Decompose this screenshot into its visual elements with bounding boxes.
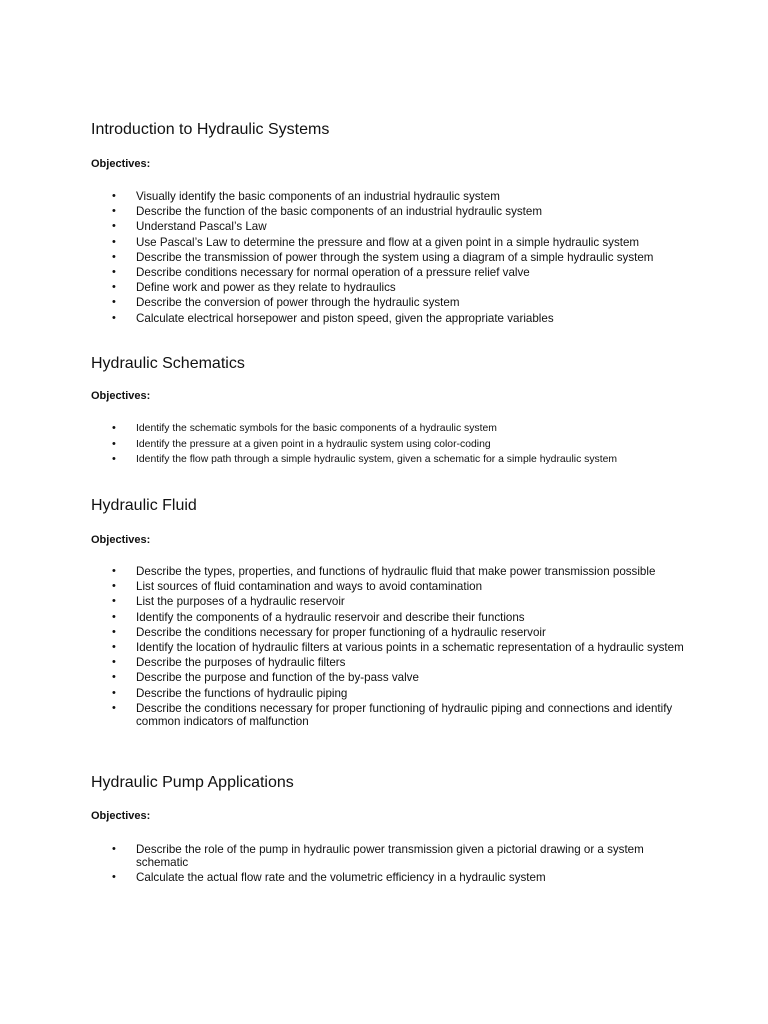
objectives-list (91, 565, 691, 728)
list-item (91, 205, 691, 218)
list-item (91, 438, 691, 451)
list-item-text: Define work and power as they relate to hydraulics (136, 281, 396, 295)
list-item (91, 220, 691, 233)
list-item-text: Describe the conditions necessary for proper functioning of a hydraulic reservoir (136, 625, 546, 639)
list-item-text: Visually identify the basic components of an industrial hydraulic system (136, 190, 500, 203)
bullet-icon: • (112, 265, 116, 278)
objectives-list (91, 190, 691, 325)
list-item (91, 626, 691, 639)
list-item-text: Identify the pressure at a given point in a hydraulic system using color-coding (136, 438, 491, 450)
section-heading: Hydraulic Fluid (91, 497, 197, 514)
list-item-text: Describe the function of the basic components of an industrial hydraulic system (136, 205, 542, 219)
section-heading: Hydraulic Pump Applications (91, 774, 294, 791)
list-item (91, 281, 691, 294)
bullet-icon: • (112, 235, 116, 248)
list-item-text: Describe the types, properties, and functions of hydraulic fluid that make power transmission possible (136, 565, 656, 578)
list-item (91, 595, 691, 608)
list-item (91, 611, 691, 624)
list-item (91, 422, 691, 435)
objectives-label: Objectives: (91, 534, 151, 546)
list-item (91, 236, 691, 249)
bullet-icon: • (112, 701, 116, 714)
list-item (91, 251, 691, 264)
list-item-text: Calculate the actual flow rate and the volumetric efficiency in a hydraulic system (136, 871, 546, 885)
list-item-text: Identify the schematic symbols for the basic components of a hydraulic system (136, 423, 497, 434)
list-item-text: Describe the transmission of power through the system using a diagram of a simple hydraulic system (136, 250, 654, 264)
list-item-text: Calculate electrical horsepower and piston speed, given the appropriate variables (136, 311, 554, 325)
bullet-icon: • (112, 296, 116, 309)
section-introduction (91, 120, 691, 327)
bullet-icon: • (112, 311, 116, 324)
objectives-list (91, 422, 691, 466)
bullet-icon: • (112, 437, 116, 450)
list-item-text: Describe the conversion of power through the hydraulic system (136, 296, 460, 310)
list-item-text: Use Pascal’s Law to determine the pressure and flow at a given point in a simple hydraulic system (136, 235, 640, 249)
list-item (91, 312, 691, 325)
bullet-icon: • (112, 422, 116, 434)
bullet-icon: • (112, 565, 116, 577)
bullet-icon: • (112, 640, 116, 653)
objectives-label: Objectives: (91, 810, 151, 822)
bullet-icon: • (112, 671, 116, 684)
bullet-icon: • (112, 610, 116, 623)
list-item (91, 453, 691, 466)
section-schematics (91, 354, 691, 469)
list-item (91, 702, 691, 728)
list-item (91, 871, 691, 884)
list-item (91, 671, 691, 684)
list-item (91, 687, 691, 700)
list-item (91, 843, 691, 869)
list-item-text: Identify the flow path through a simple hydraulic system, given a schematic for a simple hydraulic system (136, 454, 618, 466)
list-item-text: Describe the purposes of hydraulic filters (136, 656, 346, 670)
objectives-list (91, 843, 691, 884)
bullet-icon: • (112, 190, 116, 202)
list-item-text: Describe the conditions necessary for proper functioning of hydraulic piping and connections and identify common indicators of malfunction (136, 701, 673, 728)
list-item (91, 580, 691, 593)
list-item (91, 641, 691, 654)
bullet-icon: • (112, 453, 116, 466)
list-item-text: Describe the role of the pump in hydraulic power transmission given a pictorial drawing or a system schematic (136, 843, 644, 869)
list-item-text: Understand Pascal’s Law (136, 220, 267, 234)
bullet-icon: • (112, 625, 116, 638)
bullet-icon: • (112, 250, 116, 263)
list-item-text: Describe conditions necessary for normal operation of a pressure relief valve (136, 265, 530, 279)
list-item (91, 656, 691, 669)
list-item (91, 565, 691, 578)
bullet-icon: • (112, 220, 116, 233)
bullet-icon: • (112, 843, 116, 855)
list-item-text: Describe the purpose and function of the by-pass valve (136, 671, 419, 685)
bullet-icon: • (112, 686, 116, 699)
list-item (91, 266, 691, 279)
bullet-icon: • (112, 595, 116, 608)
list-item (91, 190, 691, 203)
list-item (91, 296, 691, 309)
list-item-text: List the purposes of a hydraulic reservoir (136, 595, 345, 609)
bullet-icon: • (112, 580, 116, 593)
bullet-icon: • (112, 281, 116, 294)
bullet-icon: • (112, 205, 116, 218)
objectives-label: Objectives: (91, 158, 151, 170)
bullet-icon: • (112, 871, 116, 884)
list-item-text: Describe the functions of hydraulic piping (136, 686, 348, 700)
section-heading: Introduction to Hydraulic Systems (91, 121, 330, 138)
section-fluid (91, 496, 691, 730)
list-item-text: Identify the location of hydraulic filters at various points in a schematic representation of a hydraulic system (136, 640, 684, 654)
section-pump-applications (91, 773, 691, 886)
list-item-text: List sources of fluid contamination and ways to avoid contamination (136, 580, 483, 594)
section-heading: Hydraulic Schematics (91, 355, 245, 372)
objectives-label: Objectives: (91, 390, 151, 402)
bullet-icon: • (112, 656, 116, 669)
list-item-text: Identify the components of a hydraulic reservoir and describe their functions (136, 610, 525, 624)
